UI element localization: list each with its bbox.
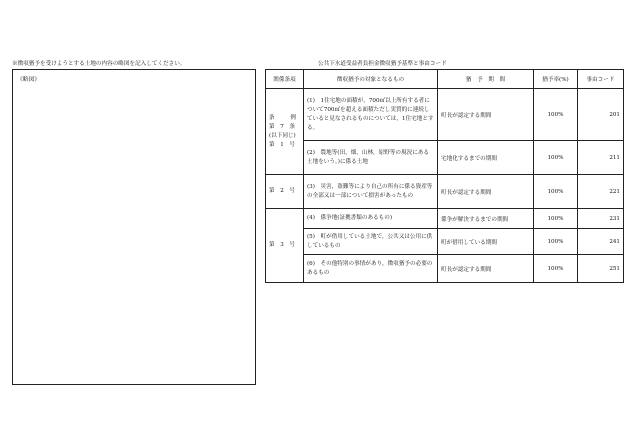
subject-cell: (1) 1住宅地の面積が，700㎡以上所有する者について700㎡を超える面積ただし実質的に連続していると見なされるものについては，1住宅地とする。 bbox=[304, 89, 438, 141]
code-cell: 231 bbox=[578, 209, 624, 229]
period-cell: 宅地化するまでの期間 bbox=[438, 141, 534, 175]
rate-cell: 100% bbox=[534, 141, 578, 175]
article-line: 第 7 条 bbox=[269, 123, 295, 130]
table-row bbox=[266, 141, 624, 175]
sketch-label: 《略図》 bbox=[17, 77, 41, 83]
table-row bbox=[266, 89, 624, 141]
header-rate: 猶予率(%) bbox=[534, 70, 578, 89]
article-cell-group-2 bbox=[266, 175, 304, 209]
rate-cell: 100% bbox=[534, 255, 578, 283]
article-line: 条 例 bbox=[269, 114, 298, 121]
period-cell: 町長が認定する期間 bbox=[438, 89, 534, 141]
article-line: 第 3 号 bbox=[269, 242, 295, 248]
code-cell: 251 bbox=[578, 255, 624, 283]
article-line: 第 1 号 bbox=[269, 141, 295, 148]
subject-cell: (4) 係争地(証拠書類のあるもの) bbox=[304, 209, 438, 229]
rate-cell: 100% bbox=[534, 89, 578, 141]
sketch-instruction-note: ※徴収猶予を受けようとする土地の内容の略図を記入してください。 bbox=[12, 61, 186, 67]
deferral-table bbox=[265, 69, 624, 283]
article-line: (以下同じ) bbox=[269, 132, 296, 139]
sketch-area[interactable] bbox=[12, 69, 256, 385]
subject-cell: (3) 災害，盗難等により自己の所有に係る資産等の全部又は一部について損害があったもの bbox=[304, 175, 438, 209]
subject-cell: (6) その他特別の事情があり，徴収猶予の必要のあるもの bbox=[304, 255, 438, 283]
article-cell-group-3 bbox=[266, 209, 304, 283]
period-cell: 係争が解決するまでの期間 bbox=[438, 209, 534, 229]
code-cell: 211 bbox=[578, 141, 624, 175]
table-title: 公共下水道受益者負担金徴収猶予基準と事由コード bbox=[318, 61, 447, 67]
table-row bbox=[266, 229, 624, 255]
rate-cell: 100% bbox=[534, 175, 578, 209]
period-cell: 町が借用している期間 bbox=[438, 229, 534, 255]
rate-cell: 100% bbox=[534, 209, 578, 229]
header-article: 関係条項 bbox=[266, 70, 304, 89]
period-cell: 町長が認定する期間 bbox=[438, 175, 534, 209]
period-cell: 町長が認定する期間 bbox=[438, 255, 534, 283]
article-line: 第 2 号 bbox=[269, 188, 295, 194]
table-row bbox=[266, 209, 624, 229]
article-cell-group-1 bbox=[266, 89, 304, 175]
header-subject: 徴収猶予の対象となるもの bbox=[304, 70, 438, 89]
code-cell: 201 bbox=[578, 89, 624, 141]
header-code: 事由コード bbox=[578, 70, 624, 89]
subject-cell: (2) 農地等(田，畑，山林，原野等の現況にある土地をいう。)に係る土地 bbox=[304, 141, 438, 175]
rate-cell: 100% bbox=[534, 229, 578, 255]
subject-cell: (5) 町が借用している土地で，公共又は公用に供しているもの bbox=[304, 229, 438, 255]
table-row bbox=[266, 255, 624, 283]
table-row bbox=[266, 175, 624, 209]
table-header-row bbox=[266, 70, 624, 89]
code-cell: 241 bbox=[578, 229, 624, 255]
code-cell: 221 bbox=[578, 175, 624, 209]
header-period: 猶 予 期 間 bbox=[438, 70, 534, 89]
